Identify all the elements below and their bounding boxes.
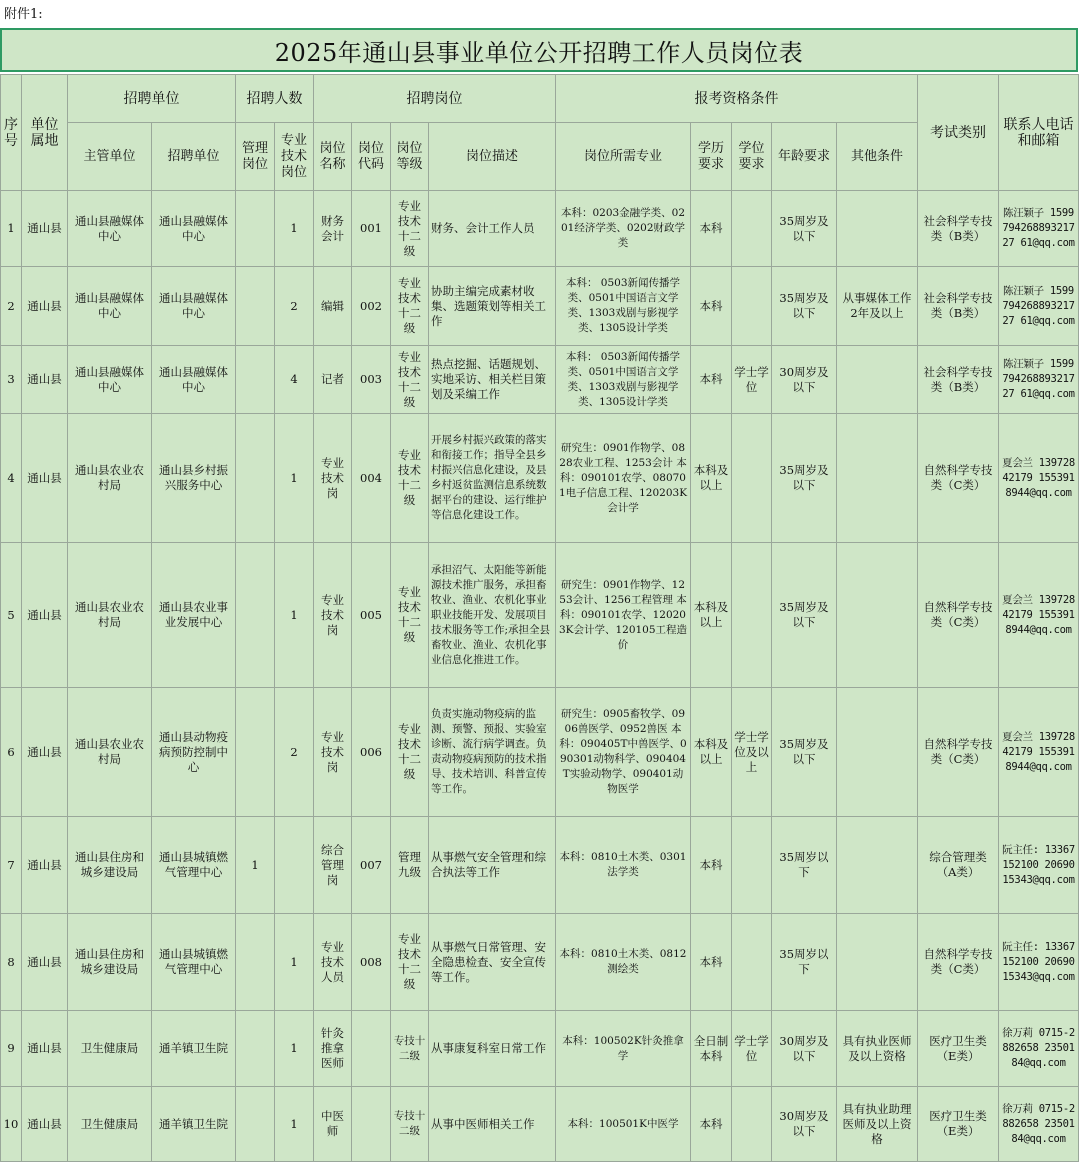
cell-seq: 1	[1, 191, 22, 267]
cell-post-level: 专业技术十二级	[391, 914, 429, 1011]
cell-unit: 通山县农业事业发展中心	[152, 543, 236, 688]
cell-post-desc: 协助主编完成素材收集、选题策划等相关工作	[429, 267, 556, 346]
cell-degree	[732, 914, 772, 1011]
cell-mgmt	[236, 688, 275, 817]
header-area: 单位属地	[22, 75, 68, 191]
cell-degree	[732, 267, 772, 346]
cell-supervisor: 通山县融媒体中心	[68, 346, 152, 414]
cell-supervisor: 卫生健康局	[68, 1011, 152, 1087]
cell-post-code: 007	[352, 817, 391, 914]
table-row	[1, 1011, 1079, 1087]
cell-mgmt	[236, 191, 275, 267]
cell-edu: 本科及以上	[691, 543, 732, 688]
cell-other	[837, 914, 918, 1011]
table-row	[1, 346, 1079, 414]
cell-post-level: 专技十二级	[391, 1087, 429, 1162]
cell-post-level: 专业技术十二级	[391, 414, 429, 543]
table-row	[1, 914, 1079, 1011]
cell-contact: 徐万莉 0715-2882658 2350184@qq.com	[999, 1087, 1079, 1162]
cell-area: 通山县	[22, 1087, 68, 1162]
cell-degree: 学士学位	[732, 346, 772, 414]
cell-post-level: 专业技术十二级	[391, 688, 429, 817]
header-unit: 招聘单位	[152, 123, 236, 191]
cell-post-level: 专业技术十二级	[391, 346, 429, 414]
cell-tech: 2	[275, 267, 314, 346]
cell-unit: 通山县城镇燃气管理中心	[152, 914, 236, 1011]
cell-major: 本科：100501K中医学	[556, 1087, 691, 1162]
cell-age: 35周岁及以下	[772, 414, 837, 543]
cell-post-name: 专业技术岗	[314, 543, 352, 688]
cell-supervisor: 通山县住房和城乡建设局	[68, 817, 152, 914]
cell-major: 研究生：0901作物学、0828农业工程、1253会计 本科：090101农学、080701电子信息工程、120203K会计学	[556, 414, 691, 543]
cell-mgmt	[236, 543, 275, 688]
title-bar	[0, 28, 1078, 72]
cell-supervisor: 通山县农业农村局	[68, 414, 152, 543]
cell-seq: 5	[1, 543, 22, 688]
cell-tech: 1	[275, 914, 314, 1011]
cell-contact: 徐万莉 0715-2882658 2350184@qq.com	[999, 1011, 1079, 1087]
cell-major: 本科：0203金融学类、0201经济学类、0202财政学类	[556, 191, 691, 267]
cell-area: 通山县	[22, 817, 68, 914]
cell-edu: 本科	[691, 1087, 732, 1162]
cell-exam: 社会科学专技类（B类）	[918, 267, 999, 346]
cell-tech: 1	[275, 414, 314, 543]
recruitment-table	[0, 74, 1079, 1162]
cell-post-name: 针灸推拿医师	[314, 1011, 352, 1087]
cell-seq: 4	[1, 414, 22, 543]
cell-post-desc: 从事中医师相关工作	[429, 1087, 556, 1162]
cell-mgmt	[236, 914, 275, 1011]
cell-major: 研究生：0901作物学、1253会计、1256工程管理 本科：090101农学、120203K会计学、120105工程造价	[556, 543, 691, 688]
cell-area: 通山县	[22, 914, 68, 1011]
cell-post-level: 专业技术十二级	[391, 543, 429, 688]
header-tech: 专业技术岗位	[275, 123, 314, 191]
cell-post-desc: 从事康复科室日常工作	[429, 1011, 556, 1087]
cell-post-code: 004	[352, 414, 391, 543]
cell-age: 35周岁及以下	[772, 688, 837, 817]
cell-edu: 全日制本科	[691, 1011, 732, 1087]
cell-post-code: 002	[352, 267, 391, 346]
cell-post-desc: 承担沼气、太阳能等新能源技术推广服务，承担畜牧业、渔业、农机化事业职业技能开发、发展项目技术服务等工作;承担全县畜牧业、渔业、农机化事业信息化推进工作。	[429, 543, 556, 688]
cell-edu: 本科及以上	[691, 414, 732, 543]
cell-contact: 陈汪颖子 159979426889321727 61@qq.com	[999, 191, 1079, 267]
cell-major: 本科：100502K针灸推拿学	[556, 1011, 691, 1087]
cell-post-name: 记者	[314, 346, 352, 414]
cell-contact: 阮主任: 13367152100 2069015343@qq.com	[999, 914, 1079, 1011]
cell-mgmt	[236, 414, 275, 543]
table-row	[1, 817, 1079, 914]
cell-edu: 本科	[691, 191, 732, 267]
header-post: 招聘岗位	[314, 75, 556, 123]
cell-contact: 陈汪颖子 159979426889321727 61@qq.com	[999, 267, 1079, 346]
cell-area: 通山县	[22, 414, 68, 543]
cell-age: 30周岁及以下	[772, 1011, 837, 1087]
cell-supervisor: 通山县融媒体中心	[68, 267, 152, 346]
cell-age: 35周岁及以下	[772, 191, 837, 267]
cell-area: 通山县	[22, 191, 68, 267]
cell-other	[837, 688, 918, 817]
cell-post-code	[352, 1087, 391, 1162]
cell-major: 本科： 0503新闻传播学类、0501中国语言文学类、1303戏剧与影视学类、1305设计学类	[556, 346, 691, 414]
cell-other	[837, 543, 918, 688]
cell-other	[837, 191, 918, 267]
cell-tech: 4	[275, 346, 314, 414]
cell-seq: 7	[1, 817, 22, 914]
header-recruit-unit: 招聘单位	[68, 75, 236, 123]
cell-post-name: 中医师	[314, 1087, 352, 1162]
header-post-name: 岗位名称	[314, 123, 352, 191]
table-row	[1, 688, 1079, 817]
cell-edu: 本科	[691, 817, 732, 914]
cell-post-code: 001	[352, 191, 391, 267]
cell-exam: 社会科学专技类（B类）	[918, 191, 999, 267]
cell-tech: 1	[275, 1011, 314, 1087]
cell-post-name: 专业技术岗	[314, 414, 352, 543]
cell-seq: 9	[1, 1011, 22, 1087]
cell-area: 通山县	[22, 267, 68, 346]
cell-edu: 本科及以上	[691, 688, 732, 817]
cell-degree: 学士学位及以上	[732, 688, 772, 817]
cell-post-desc: 开展乡村振兴政策的落实和衔接工作；指导全县乡村振兴信息化建设，及县乡村返贫监测信息系统数据平台的建设、运行维护等信息化建设工作。	[429, 414, 556, 543]
cell-post-code: 006	[352, 688, 391, 817]
cell-exam: 社会科学专技类（B类）	[918, 346, 999, 414]
cell-supervisor: 通山县农业农村局	[68, 688, 152, 817]
cell-other: 从事媒体工作2年及以上	[837, 267, 918, 346]
cell-exam: 自然科学专技类（C类）	[918, 414, 999, 543]
cell-tech: 1	[275, 1087, 314, 1162]
cell-post-code	[352, 1011, 391, 1087]
cell-unit: 通山县融媒体中心	[152, 267, 236, 346]
cell-post-code: 005	[352, 543, 391, 688]
header-other: 其他条件	[837, 123, 918, 191]
header-mgmt: 管理岗位	[236, 123, 275, 191]
cell-major: 本科：0810土木类、0301法学类	[556, 817, 691, 914]
cell-mgmt: 1	[236, 817, 275, 914]
cell-contact: 夏会兰 13972842179 1553918944@qq.com	[999, 414, 1079, 543]
cell-edu: 本科	[691, 914, 732, 1011]
cell-unit: 通山县融媒体中心	[152, 191, 236, 267]
cell-contact: 阮主任: 13367152100 2069015343@qq.com	[999, 817, 1079, 914]
cell-mgmt	[236, 346, 275, 414]
cell-post-desc: 从事燃气安全管理和综合执法等工作	[429, 817, 556, 914]
header-major: 岗位所需专业	[556, 123, 691, 191]
cell-exam: 自然科学专技类（C类）	[918, 543, 999, 688]
cell-seq: 2	[1, 267, 22, 346]
cell-supervisor: 卫生健康局	[68, 1087, 152, 1162]
cell-unit: 通山县乡村振兴服务中心	[152, 414, 236, 543]
cell-edu: 本科	[691, 267, 732, 346]
cell-age: 35周岁及以下	[772, 267, 837, 346]
cell-post-desc: 从事燃气日常管理、安全隐患检查、安全宣传等工作。	[429, 914, 556, 1011]
cell-exam: 自然科学专技类（C类）	[918, 688, 999, 817]
header-exam: 考试类别	[918, 75, 999, 191]
cell-other: 具有执业助理医师及以上资格	[837, 1087, 918, 1162]
cell-major: 本科： 0503新闻传播学类、0501中国语言文学类、1303戏剧与影视学类、1305设计学类	[556, 267, 691, 346]
page-title: 2025年通山县事业单位公开招聘工作人员岗位表	[274, 38, 804, 67]
table-row	[1, 543, 1079, 688]
header-edu: 学历要求	[691, 123, 732, 191]
cell-seq: 3	[1, 346, 22, 414]
cell-major: 本科：0810土木类、0812测绘类	[556, 914, 691, 1011]
header-contact: 联系人电话和邮箱	[999, 75, 1079, 191]
cell-post-desc: 负责实施动物疫病的监测、预警、预报、实验室诊断、流行病学调查。负责动物疫病预防的技术指导、技术培训、科普宣传等工作。	[429, 688, 556, 817]
cell-post-code: 008	[352, 914, 391, 1011]
cell-other	[837, 346, 918, 414]
header-supervisor: 主管单位	[68, 123, 152, 191]
cell-degree	[732, 414, 772, 543]
header-age: 年龄要求	[772, 123, 837, 191]
table-row	[1, 1087, 1079, 1162]
header-degree: 学位要求	[732, 123, 772, 191]
cell-post-name: 编辑	[314, 267, 352, 346]
cell-tech: 2	[275, 688, 314, 817]
table-row	[1, 191, 1079, 267]
cell-post-level: 专业技术十二级	[391, 267, 429, 346]
cell-post-level: 专技十二级	[391, 1011, 429, 1087]
cell-unit: 通山县城镇燃气管理中心	[152, 817, 236, 914]
header-recruit-count: 招聘人数	[236, 75, 314, 123]
attachment-label: 附件1:	[4, 7, 43, 22]
cell-tech	[275, 817, 314, 914]
cell-tech: 1	[275, 543, 314, 688]
cell-post-level: 管理九级	[391, 817, 429, 914]
cell-supervisor: 通山县融媒体中心	[68, 191, 152, 267]
cell-other	[837, 414, 918, 543]
cell-post-level: 专业技术十二级	[391, 191, 429, 267]
cell-edu: 本科	[691, 346, 732, 414]
header-post-desc: 岗位描述	[429, 123, 556, 191]
cell-tech: 1	[275, 191, 314, 267]
cell-other: 具有执业医师及以上资格	[837, 1011, 918, 1087]
cell-area: 通山县	[22, 543, 68, 688]
cell-supervisor: 通山县农业农村局	[68, 543, 152, 688]
cell-exam: 医疗卫生类（E类）	[918, 1011, 999, 1087]
table-row	[1, 414, 1079, 543]
cell-contact: 夏会兰 13972842179 1553918944@qq.com	[999, 688, 1079, 817]
cell-contact: 夏会兰 13972842179 1553918944@qq.com	[999, 543, 1079, 688]
cell-post-name: 综合管理岗	[314, 817, 352, 914]
cell-degree	[732, 191, 772, 267]
cell-degree: 学士学位	[732, 1011, 772, 1087]
cell-age: 30周岁及以下	[772, 346, 837, 414]
cell-age: 30周岁及以下	[772, 1087, 837, 1162]
cell-post-name: 财务会计	[314, 191, 352, 267]
cell-mgmt	[236, 267, 275, 346]
cell-age: 35周岁以下	[772, 817, 837, 914]
cell-exam: 自然科学专技类（C类）	[918, 914, 999, 1011]
cell-age: 35周岁及以下	[772, 543, 837, 688]
cell-seq: 8	[1, 914, 22, 1011]
cell-area: 通山县	[22, 1011, 68, 1087]
header-post-code: 岗位代码	[352, 123, 391, 191]
header-qual: 报考资格条件	[556, 75, 918, 123]
cell-age: 35周岁以下	[772, 914, 837, 1011]
cell-degree	[732, 817, 772, 914]
cell-post-desc: 财务、会计工作人员	[429, 191, 556, 267]
cell-supervisor: 通山县住房和城乡建设局	[68, 914, 152, 1011]
cell-exam: 综合管理类（A类）	[918, 817, 999, 914]
cell-area: 通山县	[22, 346, 68, 414]
cell-post-name: 专业技术岗	[314, 688, 352, 817]
cell-area: 通山县	[22, 688, 68, 817]
cell-mgmt	[236, 1087, 275, 1162]
cell-seq: 10	[1, 1087, 22, 1162]
cell-post-desc: 热点挖掘、话题规划、实地采访、相关栏目策划及采编工作	[429, 346, 556, 414]
cell-unit: 通羊镇卫生院	[152, 1087, 236, 1162]
cell-seq: 6	[1, 688, 22, 817]
header-seq: 序号	[1, 75, 22, 191]
cell-major: 研究生：0905畜牧学、0906兽医学、0952兽医 本科：090405T中兽医学、090301动物科学、090404T实验动物学、090401动物医学	[556, 688, 691, 817]
cell-contact: 陈汪颖子 159979426889321727 61@qq.com	[999, 346, 1079, 414]
cell-unit: 通山县融媒体中心	[152, 346, 236, 414]
table-row	[1, 267, 1079, 346]
cell-mgmt	[236, 1011, 275, 1087]
header-post-level: 岗位等级	[391, 123, 429, 191]
cell-unit: 通羊镇卫生院	[152, 1011, 236, 1087]
cell-exam: 医疗卫生类（E类）	[918, 1087, 999, 1162]
cell-post-code: 003	[352, 346, 391, 414]
cell-post-name: 专业技术人员	[314, 914, 352, 1011]
cell-degree	[732, 543, 772, 688]
cell-unit: 通山县动物疫病预防控制中心	[152, 688, 236, 817]
cell-degree	[732, 1087, 772, 1162]
cell-other	[837, 817, 918, 914]
